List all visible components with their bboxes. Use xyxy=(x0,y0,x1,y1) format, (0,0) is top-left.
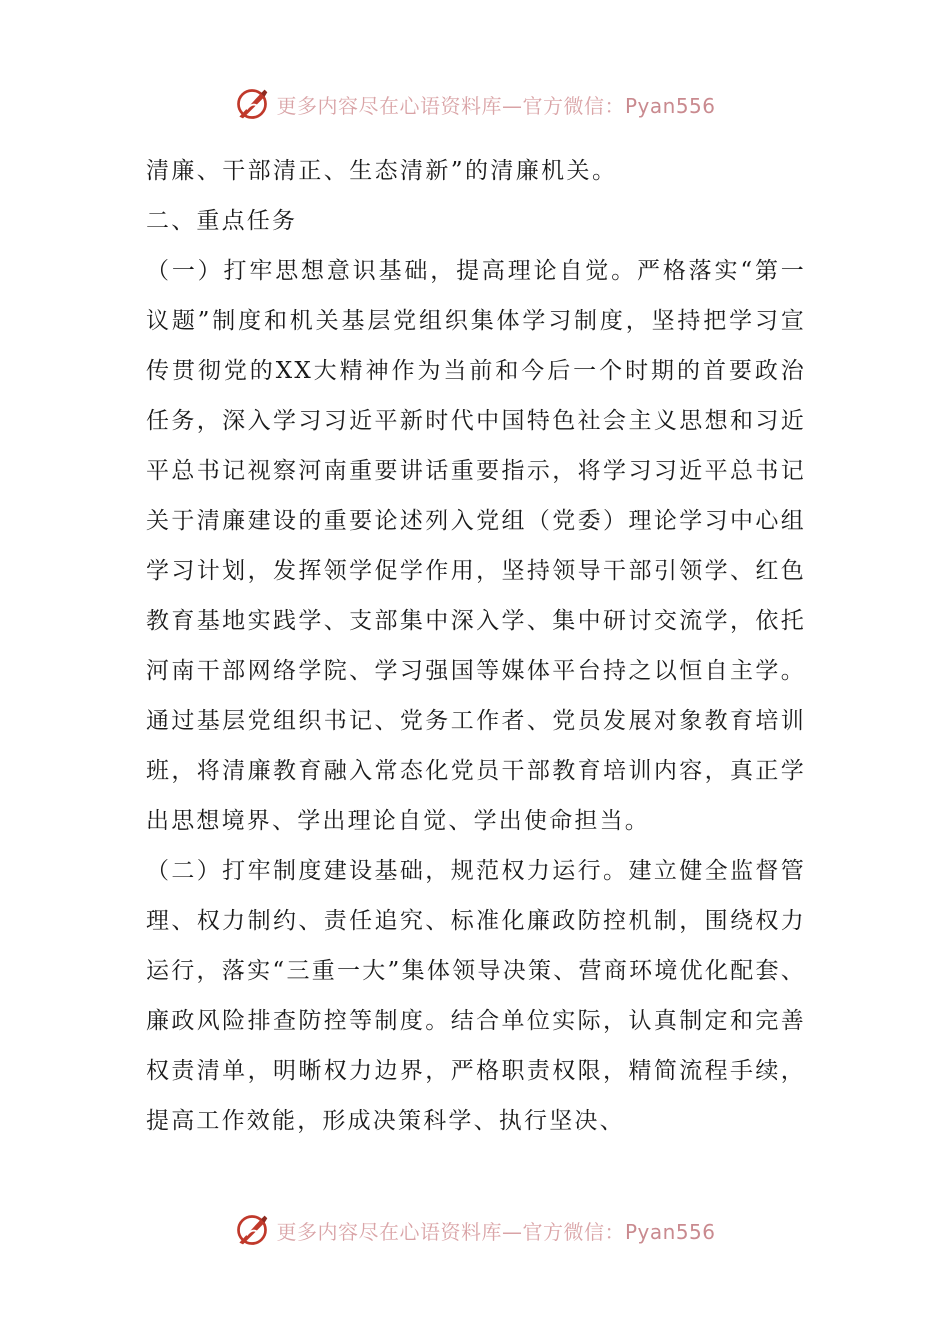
header-watermark-banner xyxy=(0,84,950,124)
pen-logo-icon xyxy=(234,1212,270,1248)
banner-text: 更多内容尽在心语资料库—官方微信：Pyan556 xyxy=(276,1219,716,1244)
banner-text: 更多内容尽在心语资料库—官方微信：Pyan556 xyxy=(276,93,716,118)
body-text xyxy=(146,146,806,1146)
footer-watermark-banner xyxy=(0,1210,950,1250)
paragraph: （二）打牢制度建设基础，规范权力运行。建立健全监督管理、权力制约、责任追究、标准化廉政防控机制，围绕权力运行，落实“三重一大”集体领导决策、营商环境优化配套、廉政风险排查防控等制度。结合单位实际，认真制定和完善权责清单，明晰权力边界，严格职责权限，精简流程手续，提高工作效能，形成决策科学、执行坚决、 xyxy=(146,858,806,1134)
paragraph: （一）打牢思想意识基础，提高理论自觉。严格落实“第一议题”制度和机关基层党组织集体学习制度，坚持把学习宣传贯彻党的XX大精神作为当前和今后一个时期的首要政治任务，深入学习习近平新时代中国特色社会主义思想和习近平总书记视察河南重要讲话重要指示，将学习习近平总书记关于清廉建设的重要论述列入党组（党委）理论学习中心组学习计划，发挥领学促学作用，坚持领导干部引领学、红色教育基地实践学、支部集中深入学、集中研讨交流学，依托河南干部网络学院、学习强国等媒体平台持之以恒自主学。通过基层党组织书记、党务工作者、党员发展对象教育培训班，将清廉教育融入常态化党员干部教育培训内容，真正学出思想境界、学出理论自觉、学出使命担当。 xyxy=(146,258,806,834)
wechat-id: Pyan556 xyxy=(624,93,716,118)
section-heading: 二、重点任务 xyxy=(146,208,298,234)
wechat-id: Pyan556 xyxy=(624,1219,716,1244)
pen-logo-icon xyxy=(234,86,270,122)
paragraph: 清廉、干部清正、生态清新”的清廉机关。 xyxy=(146,158,618,184)
